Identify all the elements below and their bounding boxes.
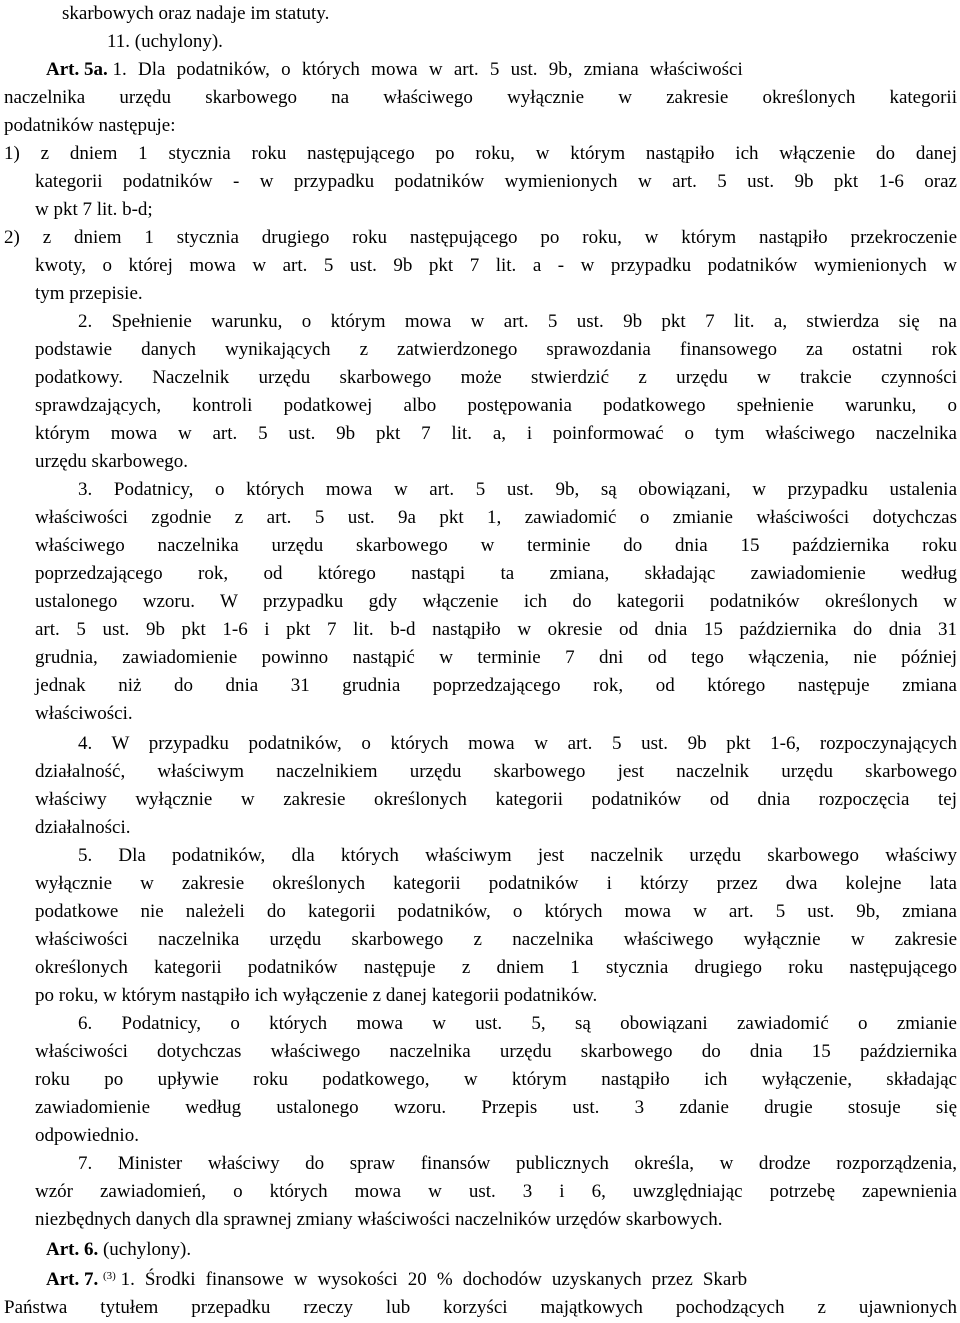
text-line: niezbędnych danych dla sprawnej zmiany właściwości naczelników urzędów skarbowych. [35,1209,723,1230]
text-span: 1. Środki finansowe w wysokości 20 % dochodów uzyskanych przez Skarb [120,1269,748,1290]
text-line: działalności. [35,817,131,838]
text-line: którym mowa w art. 5 ust. 9b pkt 7 lit. a, i poinformować o tym właściwego naczelnika [35,423,957,444]
text-line: grudnia, zawiadomienie powinno nastąpić w terminie 7 dni od tego włączenia, nie później [35,647,957,668]
text-line: wyłącznie w zakresie określonych kategorii podatników i którzy przez dwa kolejne lata [35,873,957,894]
text-line: sprawdzających, kontroli podatkowej albo postępowania podatkowego spełnienie warunku, o [35,395,957,416]
article-label: Art. 7. [46,1269,99,1290]
text-line: kwoty, o której mowa w art. 5 ust. 9b pkt 7 lit. a - w przypadku podatników wymienionych w [35,255,957,276]
list-item-line: 2) z dniem 1 stycznia drugiego roku następującego po roku, w którym nastąpiło przekroczenie [4,227,957,248]
text-line: właściwy wyłącznie w zakresie określonych kategorii podatników od dnia rozpoczęcia tej [35,789,957,810]
article-label: Art. 6. [46,1239,99,1260]
article-7-heading-line [46,1266,957,1294]
list-item-line: 1) z dniem 1 stycznia roku następującego po roku, w którym nastąpiło ich włączenie do danej [4,143,957,164]
text-line: określonych kategorii podatników następuje z dniem 1 stycznia drugiego roku następującego [35,957,957,978]
text-line: zawiadomienie według ustalonego wzoru. Przepis ust. 3 zdanie drugie stosuje się [35,1097,957,1118]
text-line: właściwości naczelnika urzędu skarbowego z naczelnika właściwego wyłącznie w zakresie [35,929,957,950]
footnote-marker: (3) [102,1270,116,1282]
text-line: właściwości dotychczas właściwego naczelnika urzędu skarbowego do dnia 15 października [35,1041,957,1062]
text-line: właściwości. [35,703,133,724]
text-line: podatników następuje: [4,115,176,136]
text-line: tym przepisie. [35,283,143,304]
article-label: Art. 5a. [46,59,108,80]
paragraph-start-line: 4. W przypadku podatników, o których mowa w art. 5 ust. 9b pkt 1-6, rozpoczynających [78,733,957,754]
text-line: jednak niż do dnia 31 grudnia poprzedzającego rok, od którego następuje zmiana [35,675,957,696]
text-line: ustalonego wzoru. W przypadku gdy włączenie ich do kategorii podatników określonych w [35,591,957,612]
text-span: (uchylony). [102,1239,192,1260]
text-line: wzór zawiadomień, o których mowa w ust. 3 i 6, uwzględniając potrzebę zapewnienia [35,1181,957,1202]
paragraph-start-line: 6. Podatnicy, o których mowa w ust. 5, są obowiązani zawiadomić o zmianie [78,1013,957,1034]
text-line: podatkowy. Naczelnik urzędu skarbowego może stwierdzić z urzędu w trakcie czynności [35,367,957,388]
paragraph-start-line: 3. Podatnicy, o których mowa w art. 5 ust. 9b, są obowiązani, w przypadku ustalenia [78,479,957,500]
text-line: w pkt 7 lit. b-d; [35,199,153,220]
article-5a-heading-line [46,56,957,84]
article-6-line [46,1236,446,1264]
paragraph-start-line: 7. Minister właściwy do spraw finansów publicznych określa, w drodze rozporządzenia, [78,1153,957,1174]
text-line: 11. (uchylony). [107,31,223,52]
text-line: podatkowe nie należeli do kategorii podatników, o których mowa w art. 5 ust. 9b, zmiana [35,901,957,922]
text-line: działalność, właściwym naczelnikiem urzędu skarbowego jest naczelnik urzędu skarbowego [35,761,957,782]
text-line: po roku, w którym nastąpiło ich wyłączenie z danej kategorii podatników. [35,985,598,1006]
text-line: naczelnika urzędu skarbowego na właściwego wyłącznie w zakresie określonych kategorii [4,87,957,108]
text-line: Państwa tytułem przepadku rzeczy lub korzyści majątkowych pochodzących z ujawnionych [4,1297,957,1318]
text-line: poprzedzającego rok, od którego nastąpi ta zmiana, składając zawiadomienie według [35,563,957,584]
text-line: kategorii podatników - w przypadku podatników wymienionych w art. 5 ust. 9b pkt 1-6 oraz [35,171,957,192]
text-line: właściwości zgodnie z art. 5 ust. 9a pkt 1, zawiadomić o zmianie właściwości dotychczas [35,507,957,528]
text-span: 1. Dla podatników, o których mowa w art. 5 ust. 9b, zmiana właściwości [112,59,743,80]
paragraph-start-line: 2. Spełnienie warunku, o którym mowa w art. 5 ust. 9b pkt 7 lit. a, stwierdza się na [78,311,957,332]
text-line: skarbowych oraz nadaje im statuty. [62,3,330,24]
text-line: podstawie danych wynikających z zatwierdzonego sprawozdania finansowego za ostatni rok [35,339,957,360]
text-line: właściwego naczelnika urzędu skarbowego w terminie do dnia 15 października roku [35,535,957,556]
text-line: odpowiednio. [35,1125,139,1146]
text-line: urzędu skarbowego. [35,451,189,472]
paragraph-start-line: 5. Dla podatników, dla których właściwym jest naczelnik urzędu skarbowego właściwy [78,845,957,866]
text-line: roku po upływie roku podatkowego, w którym nastąpiło ich wyłączenie, składając [35,1069,957,1090]
text-line: art. 5 ust. 9b pkt 1-6 i pkt 7 lit. b-d nastąpiło w okresie od dnia 15 października do dnia 31 [35,619,957,640]
